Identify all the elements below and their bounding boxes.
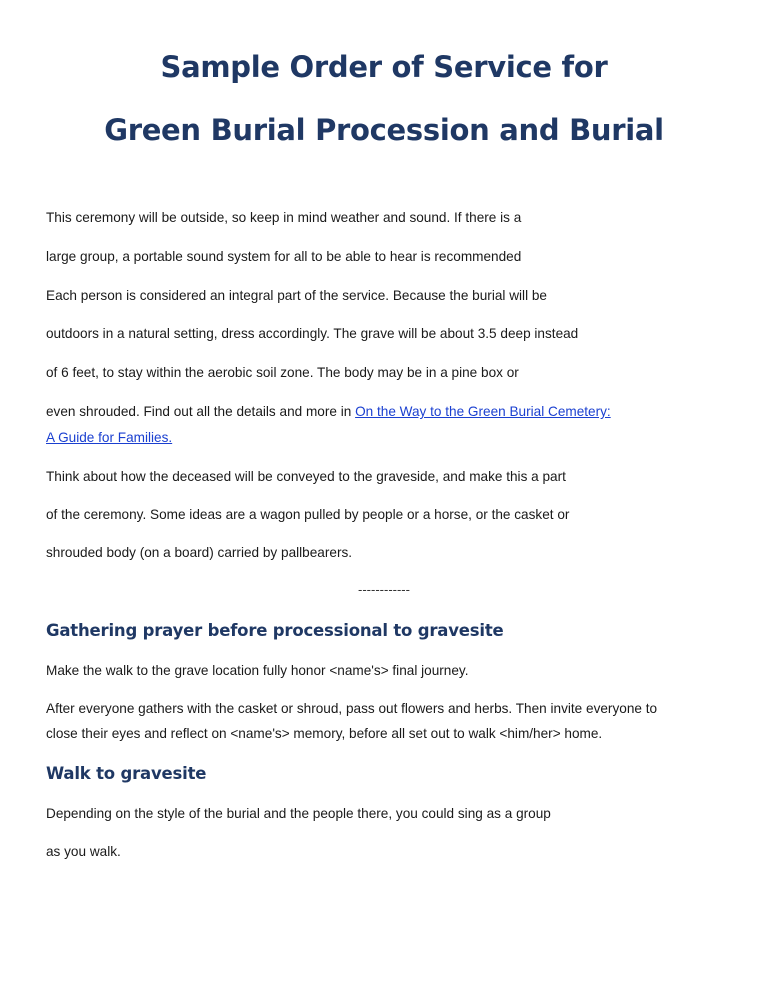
intro-link-line	[46, 403, 611, 420]
guide-link-part-2[interactable]: A Guide for Families.	[46, 430, 173, 445]
intro-line: of 6 feet, to stay within the aerobic soil zone. The body may be in a pine box or	[46, 365, 519, 380]
intro-line: This ceremony will be outside, so keep in mind weather and sound. If there is a	[46, 210, 522, 225]
intro-line: outdoors in a natural setting, dress accordingly. The grave will be about 3.5 deep instead	[46, 326, 579, 341]
intro-line: Each person is considered an integral part of the service. Because the burial will be	[46, 288, 547, 303]
intro-line: large group, a portable sound system for all to be able to hear is recommended	[46, 249, 522, 264]
convey-line: shrouded body (on a board) carried by pallbearers.	[46, 545, 353, 560]
section-text-line: Make the walk to the grave location fully honor <name's> final journey.	[46, 663, 469, 678]
section-separator: ------------	[358, 582, 410, 597]
intro-link-line-2	[46, 429, 172, 446]
page-title-line-1: Sample Order of Service for	[160, 50, 608, 84]
section-text-line: as you walk.	[46, 844, 121, 859]
convey-line: Think about how the deceased will be conveyed to the graveside, and make this a part	[46, 469, 566, 484]
section-text-line: Depending on the style of the burial and the people there, you could sing as a group	[46, 806, 551, 821]
section-heading-gathering-prayer: Gathering prayer before processional to gravesite	[46, 621, 504, 640]
guide-link-part-1[interactable]: On the Way to the Green Burial Cemetery:	[355, 404, 611, 419]
convey-line: of the ceremony. Some ideas are a wagon pulled by people or a horse, or the casket or	[46, 507, 570, 522]
intro-link-prefix: even shrouded. Find out all the details and more in	[46, 404, 356, 419]
section-text-line: close their eyes and reflect on <name's> memory, before all set out to walk <him/her> home.	[46, 726, 603, 741]
section-heading-walk-to-gravesite: Walk to gravesite	[46, 764, 207, 783]
section-text-line: After everyone gathers with the casket or shroud, pass out flowers and herbs. Then invite everyone to	[46, 701, 658, 716]
page-title-line-2: Green Burial Procession and Burial	[104, 113, 664, 147]
